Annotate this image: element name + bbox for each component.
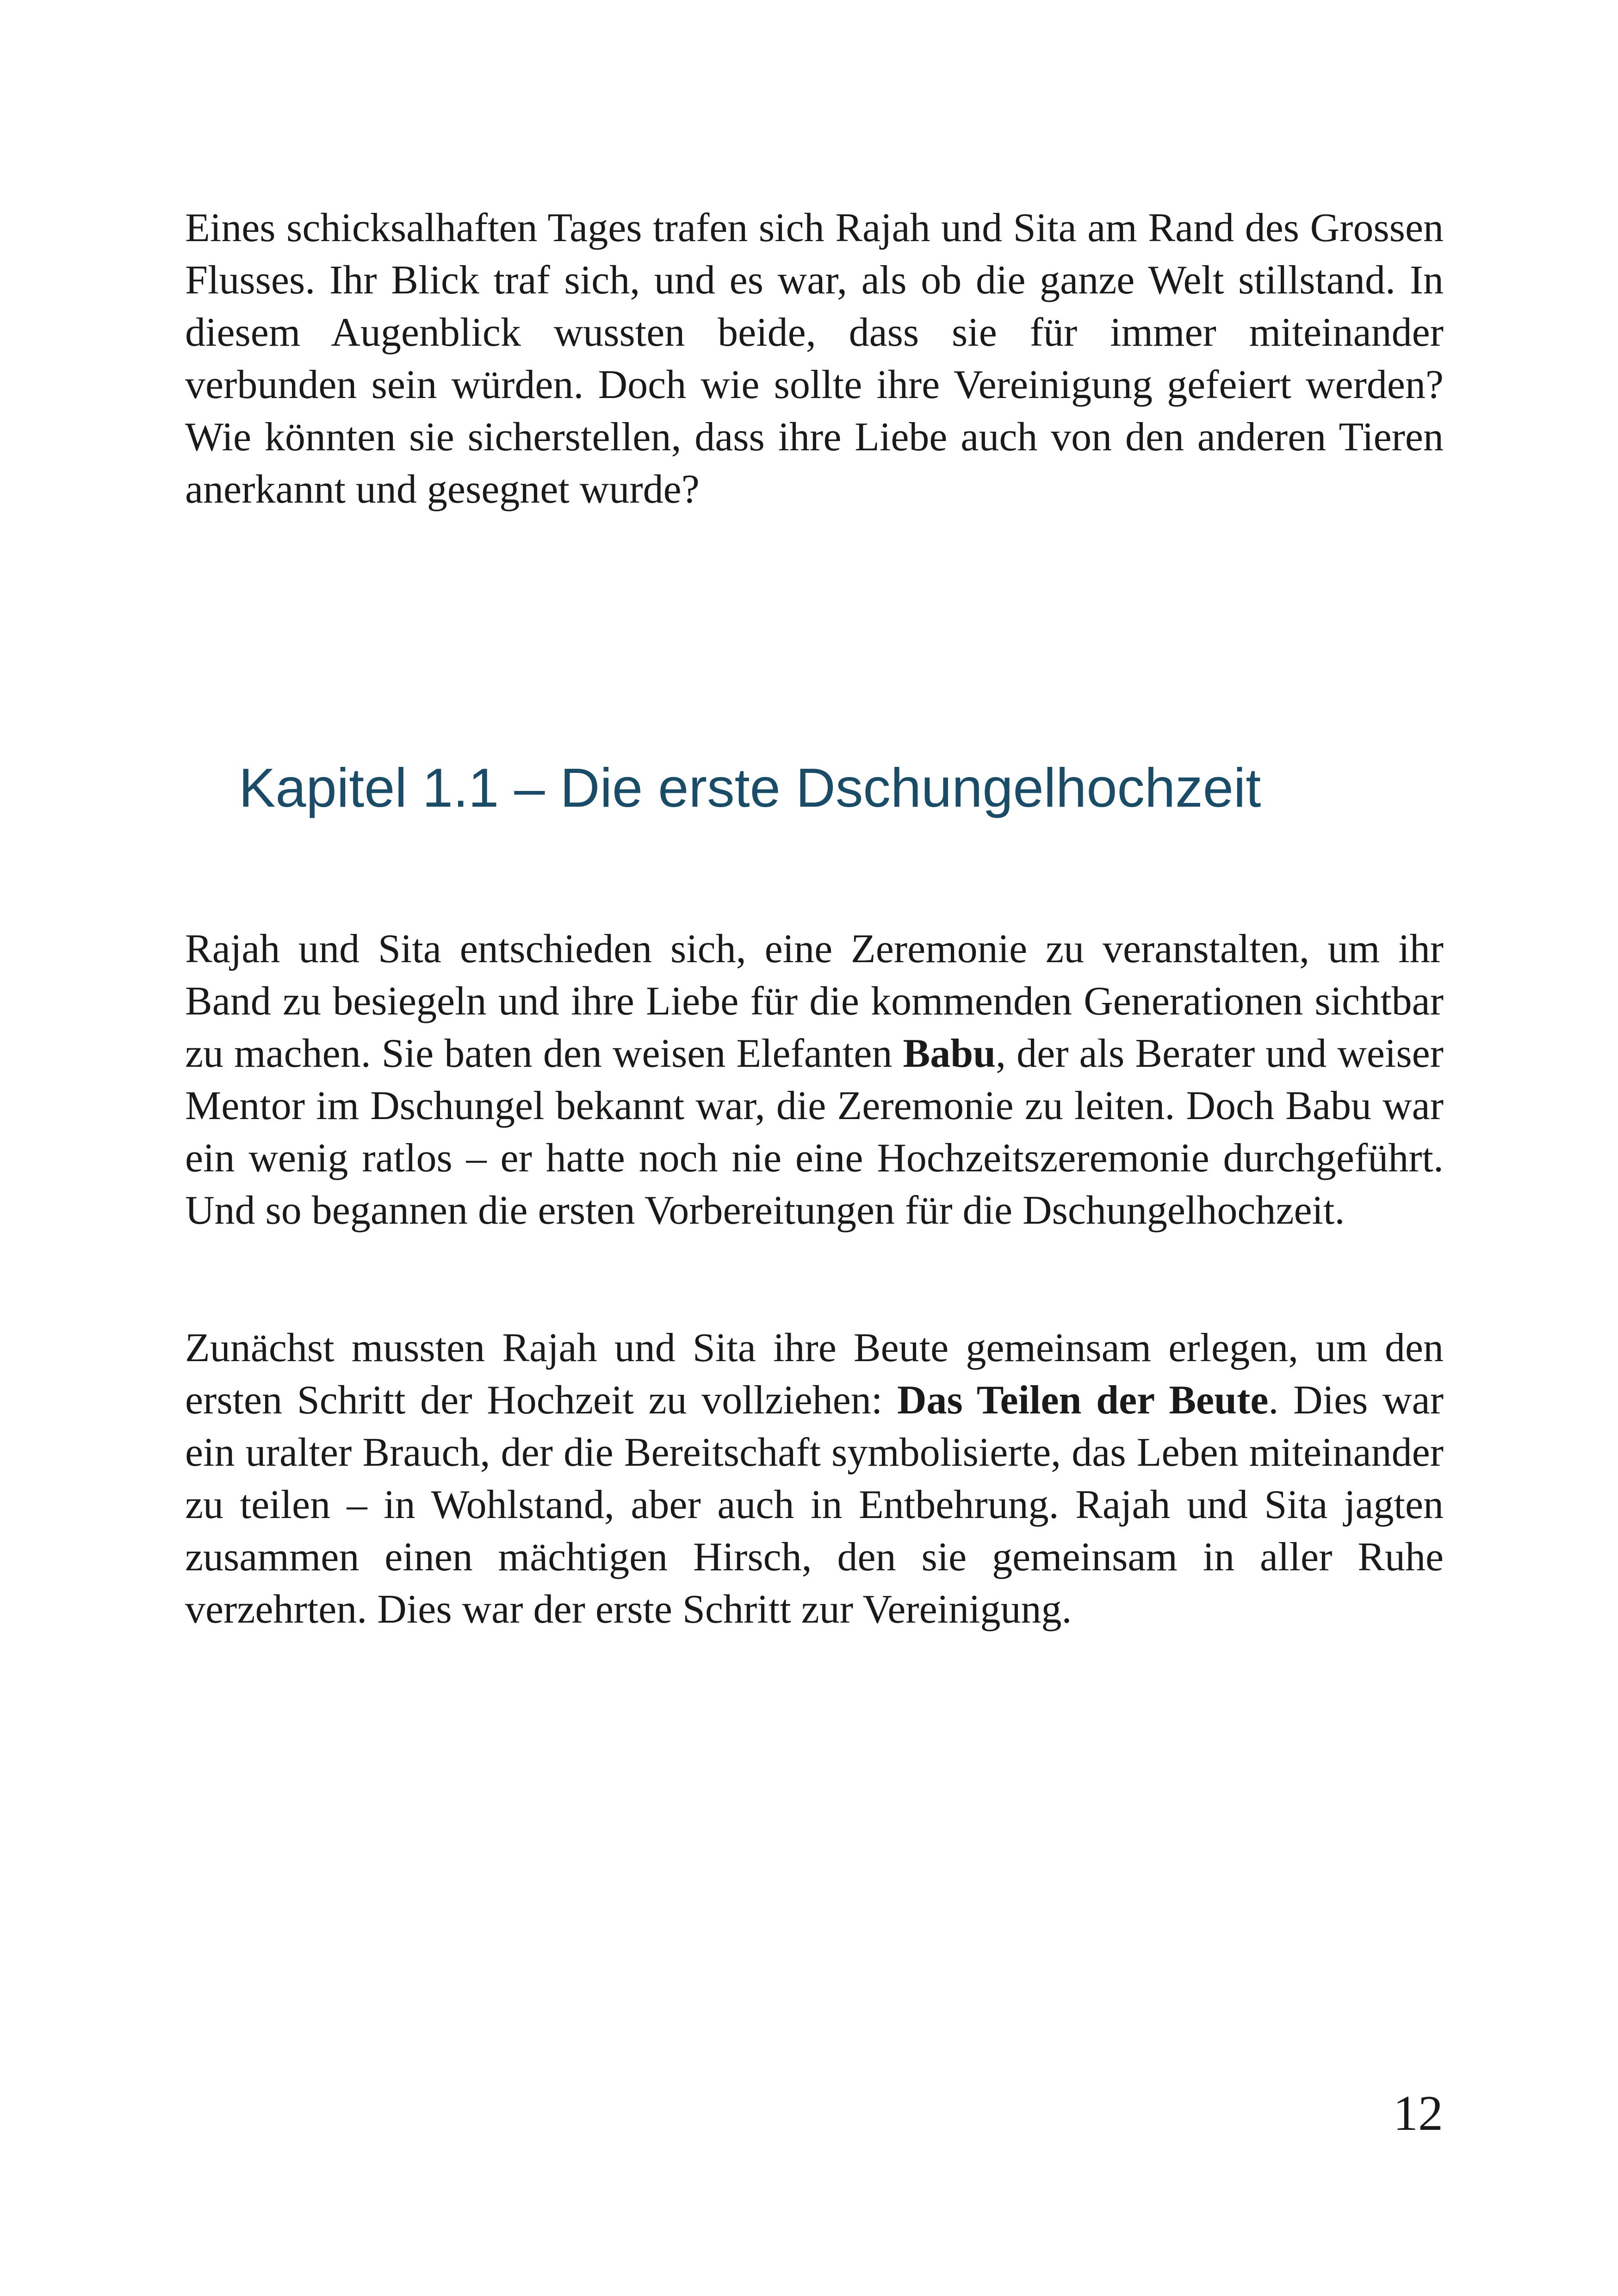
ceremony-paragraph bbox=[185, 923, 1444, 1237]
babu-name: Babu bbox=[903, 1031, 996, 1076]
prey-paragraph-text-1: Zunächst mussten Rajah und Sita ihre Beute gemeinsam erlegen, um den ersten Schritt der Hochzeit zu vollziehen: bbox=[185, 1325, 1444, 1423]
sharing-prey-phrase: Das Teilen der Beute bbox=[897, 1378, 1269, 1423]
intro-paragraph-text: Eines schicksalhaften Tages trafen sich Rajah und Sita am Rand des Grossen Flusses. Ihr Blick traf sich, und es war, als ob die ganze Welt stillstand. In diesem Augenblick wussten beide, dass sie für immer miteinander verbunden sein würden. Doch wie sollte ihre Vereinigung gefeiert werden? Wie könnten sie sicherstellen, dass ihre Liebe auch von den anderen Tieren anerkannt und gesegnet wurde? bbox=[185, 205, 1444, 512]
page-number: 12 bbox=[1393, 2086, 1443, 2141]
ceremony-paragraph-text-1: Rajah und Sita entschieden sich, eine Zeremonie zu veranstalten, um ihr Band zu besiegeln und ihre Liebe für die kommenden Generationen sichtbar zu machen. Sie baten den weisen Elefanten bbox=[185, 927, 1444, 1076]
chapter-heading: Kapitel 1.1 – Die erste Dschungelhochzeit bbox=[239, 757, 1261, 819]
intro-paragraph bbox=[185, 202, 1444, 516]
ceremony-paragraph-text-2: , der als Berater und weiser Mentor im Dschungel bekannt war, die Zeremonie zu leiten. Doch Babu war ein wenig ratlos – er hatte noch nie eine Hochzeitszeremonie durchgeführt. Und so begannen die ersten Vorbereitungen für die Dschungelhochzeit. bbox=[185, 1031, 1444, 1233]
prey-paragraph-text-2: . Dies war ein uralter Brauch, der die Bereitschaft symbolisierte, das Leben miteinander zu teilen – in Wohlstand, aber auch in Entbehrung. Rajah und Sita jagten zusammen einen mächtigen Hirsch, den sie gemeinsam in aller Ruhe verzehrten. Dies war der erste Schritt zur Vereinigung. bbox=[185, 1378, 1444, 1632]
prey-paragraph bbox=[185, 1322, 1444, 1636]
